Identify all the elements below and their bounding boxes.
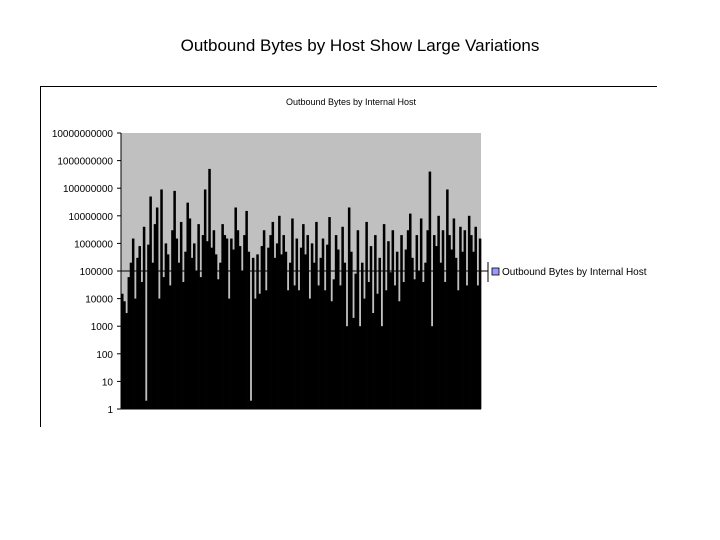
y-tick-label: 10000000000	[51, 129, 113, 140]
bar	[474, 227, 477, 409]
bar	[265, 290, 268, 409]
bar	[226, 239, 229, 409]
bar	[328, 217, 331, 409]
bar	[202, 235, 205, 409]
bar	[398, 301, 401, 409]
bar	[182, 282, 185, 409]
bar	[346, 326, 349, 409]
bar	[221, 224, 224, 409]
bar	[245, 211, 248, 409]
bar	[215, 254, 218, 409]
bar	[426, 230, 429, 409]
bar	[278, 216, 281, 409]
bar	[392, 230, 395, 409]
bar	[361, 263, 364, 409]
bar	[387, 241, 390, 409]
bar	[304, 254, 307, 409]
bar	[413, 279, 416, 409]
bar	[219, 263, 222, 409]
bar	[300, 248, 303, 409]
bar	[230, 239, 233, 409]
bar	[479, 239, 482, 409]
bar	[296, 239, 299, 409]
chart-svg	[41, 87, 657, 427]
bar	[455, 258, 458, 409]
bar	[354, 274, 357, 409]
y-tick-label: 10000	[85, 294, 113, 306]
bar	[204, 189, 207, 409]
bar	[152, 263, 155, 409]
bar	[125, 313, 128, 409]
bar	[381, 326, 384, 409]
bar	[224, 235, 227, 409]
bar	[141, 282, 144, 409]
bar	[267, 248, 270, 409]
bar	[228, 299, 231, 409]
y-tick-label: 100000000	[62, 184, 113, 196]
bar	[429, 172, 432, 409]
bar	[453, 218, 456, 409]
bar	[357, 230, 360, 409]
y-tick-label: 10000000	[68, 211, 113, 223]
bar	[180, 222, 183, 409]
bar	[250, 401, 253, 409]
bar	[359, 326, 362, 409]
bar	[289, 263, 292, 409]
bar	[274, 258, 277, 409]
y-tick-label: 100000	[79, 267, 113, 278]
bar	[285, 252, 288, 409]
bar	[191, 258, 194, 409]
bar	[464, 230, 467, 409]
bar	[459, 227, 462, 409]
bar	[400, 235, 403, 409]
bar	[193, 243, 196, 409]
bar	[263, 230, 266, 409]
bar	[282, 235, 285, 409]
legend-swatch	[492, 268, 499, 275]
bar	[169, 285, 172, 409]
bar	[363, 299, 366, 409]
bar	[309, 299, 312, 409]
bar	[431, 326, 434, 409]
bar	[293, 285, 296, 409]
bar	[317, 285, 320, 409]
bar	[254, 299, 257, 409]
bar	[123, 301, 126, 409]
bar	[243, 235, 246, 409]
bar	[234, 207, 237, 409]
bar	[147, 245, 150, 409]
bar	[394, 285, 397, 409]
bar	[306, 235, 309, 409]
bar	[446, 189, 449, 409]
y-tick-label: 1000	[90, 322, 113, 334]
bar	[470, 235, 473, 409]
bar	[158, 299, 161, 409]
bar	[402, 282, 405, 409]
bar	[287, 290, 290, 409]
chart-title: Outbound Bytes by Internal Host	[285, 97, 417, 107]
bar	[145, 401, 148, 409]
bar	[176, 239, 179, 409]
bar	[195, 271, 198, 409]
bar	[352, 318, 355, 409]
bar	[298, 290, 301, 409]
bar	[335, 235, 338, 409]
bar	[466, 285, 469, 409]
bar	[232, 250, 235, 409]
bar	[311, 243, 314, 409]
bar	[149, 197, 152, 409]
bar	[272, 222, 275, 409]
bar	[302, 224, 305, 409]
bar	[396, 252, 399, 409]
bar	[186, 203, 189, 409]
bar	[433, 235, 436, 409]
chart-frame	[40, 86, 657, 427]
bar	[156, 207, 159, 409]
bar	[374, 235, 377, 409]
bar	[171, 230, 174, 409]
bar	[128, 277, 131, 409]
bar	[210, 248, 213, 409]
bar	[208, 169, 211, 409]
bar	[178, 263, 181, 409]
bar	[411, 258, 414, 409]
bar	[241, 271, 244, 409]
bar	[324, 290, 327, 409]
y-tick-label: 100	[96, 349, 113, 361]
bar	[418, 271, 421, 409]
bar	[143, 227, 146, 409]
bar	[365, 222, 368, 409]
bar	[206, 241, 209, 409]
bar	[372, 313, 375, 409]
bar	[368, 282, 371, 409]
bar	[189, 218, 192, 409]
bar	[442, 230, 445, 409]
bar	[422, 282, 425, 409]
bar	[378, 258, 381, 409]
bar	[457, 290, 460, 409]
bar	[344, 263, 347, 409]
bar	[154, 224, 157, 409]
bar	[333, 279, 336, 409]
bar	[326, 245, 329, 409]
bar	[320, 258, 323, 409]
bar	[165, 243, 168, 409]
bar	[472, 252, 475, 409]
bar	[405, 250, 408, 409]
bar	[461, 252, 464, 409]
bar	[322, 239, 325, 409]
bar	[173, 191, 176, 409]
bar	[197, 224, 200, 409]
bar	[350, 252, 353, 409]
bar	[448, 235, 451, 409]
bar	[184, 252, 187, 409]
legend-label: Outbound Bytes by Internal Host	[502, 267, 647, 278]
bar	[248, 252, 251, 409]
bar	[269, 235, 272, 409]
bar	[424, 263, 427, 409]
bar	[258, 294, 261, 409]
bar	[437, 216, 440, 409]
y-ticks-group	[52, 129, 121, 416]
bar	[444, 282, 447, 409]
bar	[315, 222, 318, 409]
bar	[348, 207, 351, 409]
bar	[132, 239, 135, 409]
bar	[341, 227, 344, 409]
bar	[420, 218, 423, 409]
bar	[330, 301, 333, 409]
bar	[134, 299, 137, 409]
bar	[339, 285, 342, 409]
bar	[136, 258, 139, 409]
bar	[337, 250, 340, 409]
bar	[162, 277, 165, 409]
y-tick-label: 10	[101, 377, 113, 389]
bar	[416, 235, 419, 409]
bar	[237, 230, 240, 409]
bar	[217, 279, 220, 409]
y-tick-label: 1	[107, 405, 113, 416]
bar	[440, 263, 443, 409]
slide-title: Outbound Bytes by Host Show Large Variations	[180, 36, 540, 55]
bar	[252, 258, 255, 409]
y-tick-label: 1000000	[74, 239, 113, 251]
bar	[468, 216, 471, 409]
bar	[256, 254, 259, 409]
bar	[291, 218, 294, 409]
bar	[276, 243, 279, 409]
bar	[130, 263, 133, 409]
bar	[389, 272, 392, 409]
bar	[477, 285, 480, 409]
bar	[407, 230, 410, 409]
bar	[409, 214, 412, 409]
bar	[160, 189, 163, 409]
bar	[383, 224, 386, 409]
bar	[376, 294, 379, 409]
bar	[280, 254, 283, 409]
bar	[313, 263, 316, 409]
y-tick-label: 1000000000	[57, 156, 113, 168]
bar	[385, 290, 388, 409]
bar	[200, 277, 203, 409]
bar	[450, 250, 453, 409]
bar	[167, 254, 170, 409]
bar	[213, 230, 216, 409]
